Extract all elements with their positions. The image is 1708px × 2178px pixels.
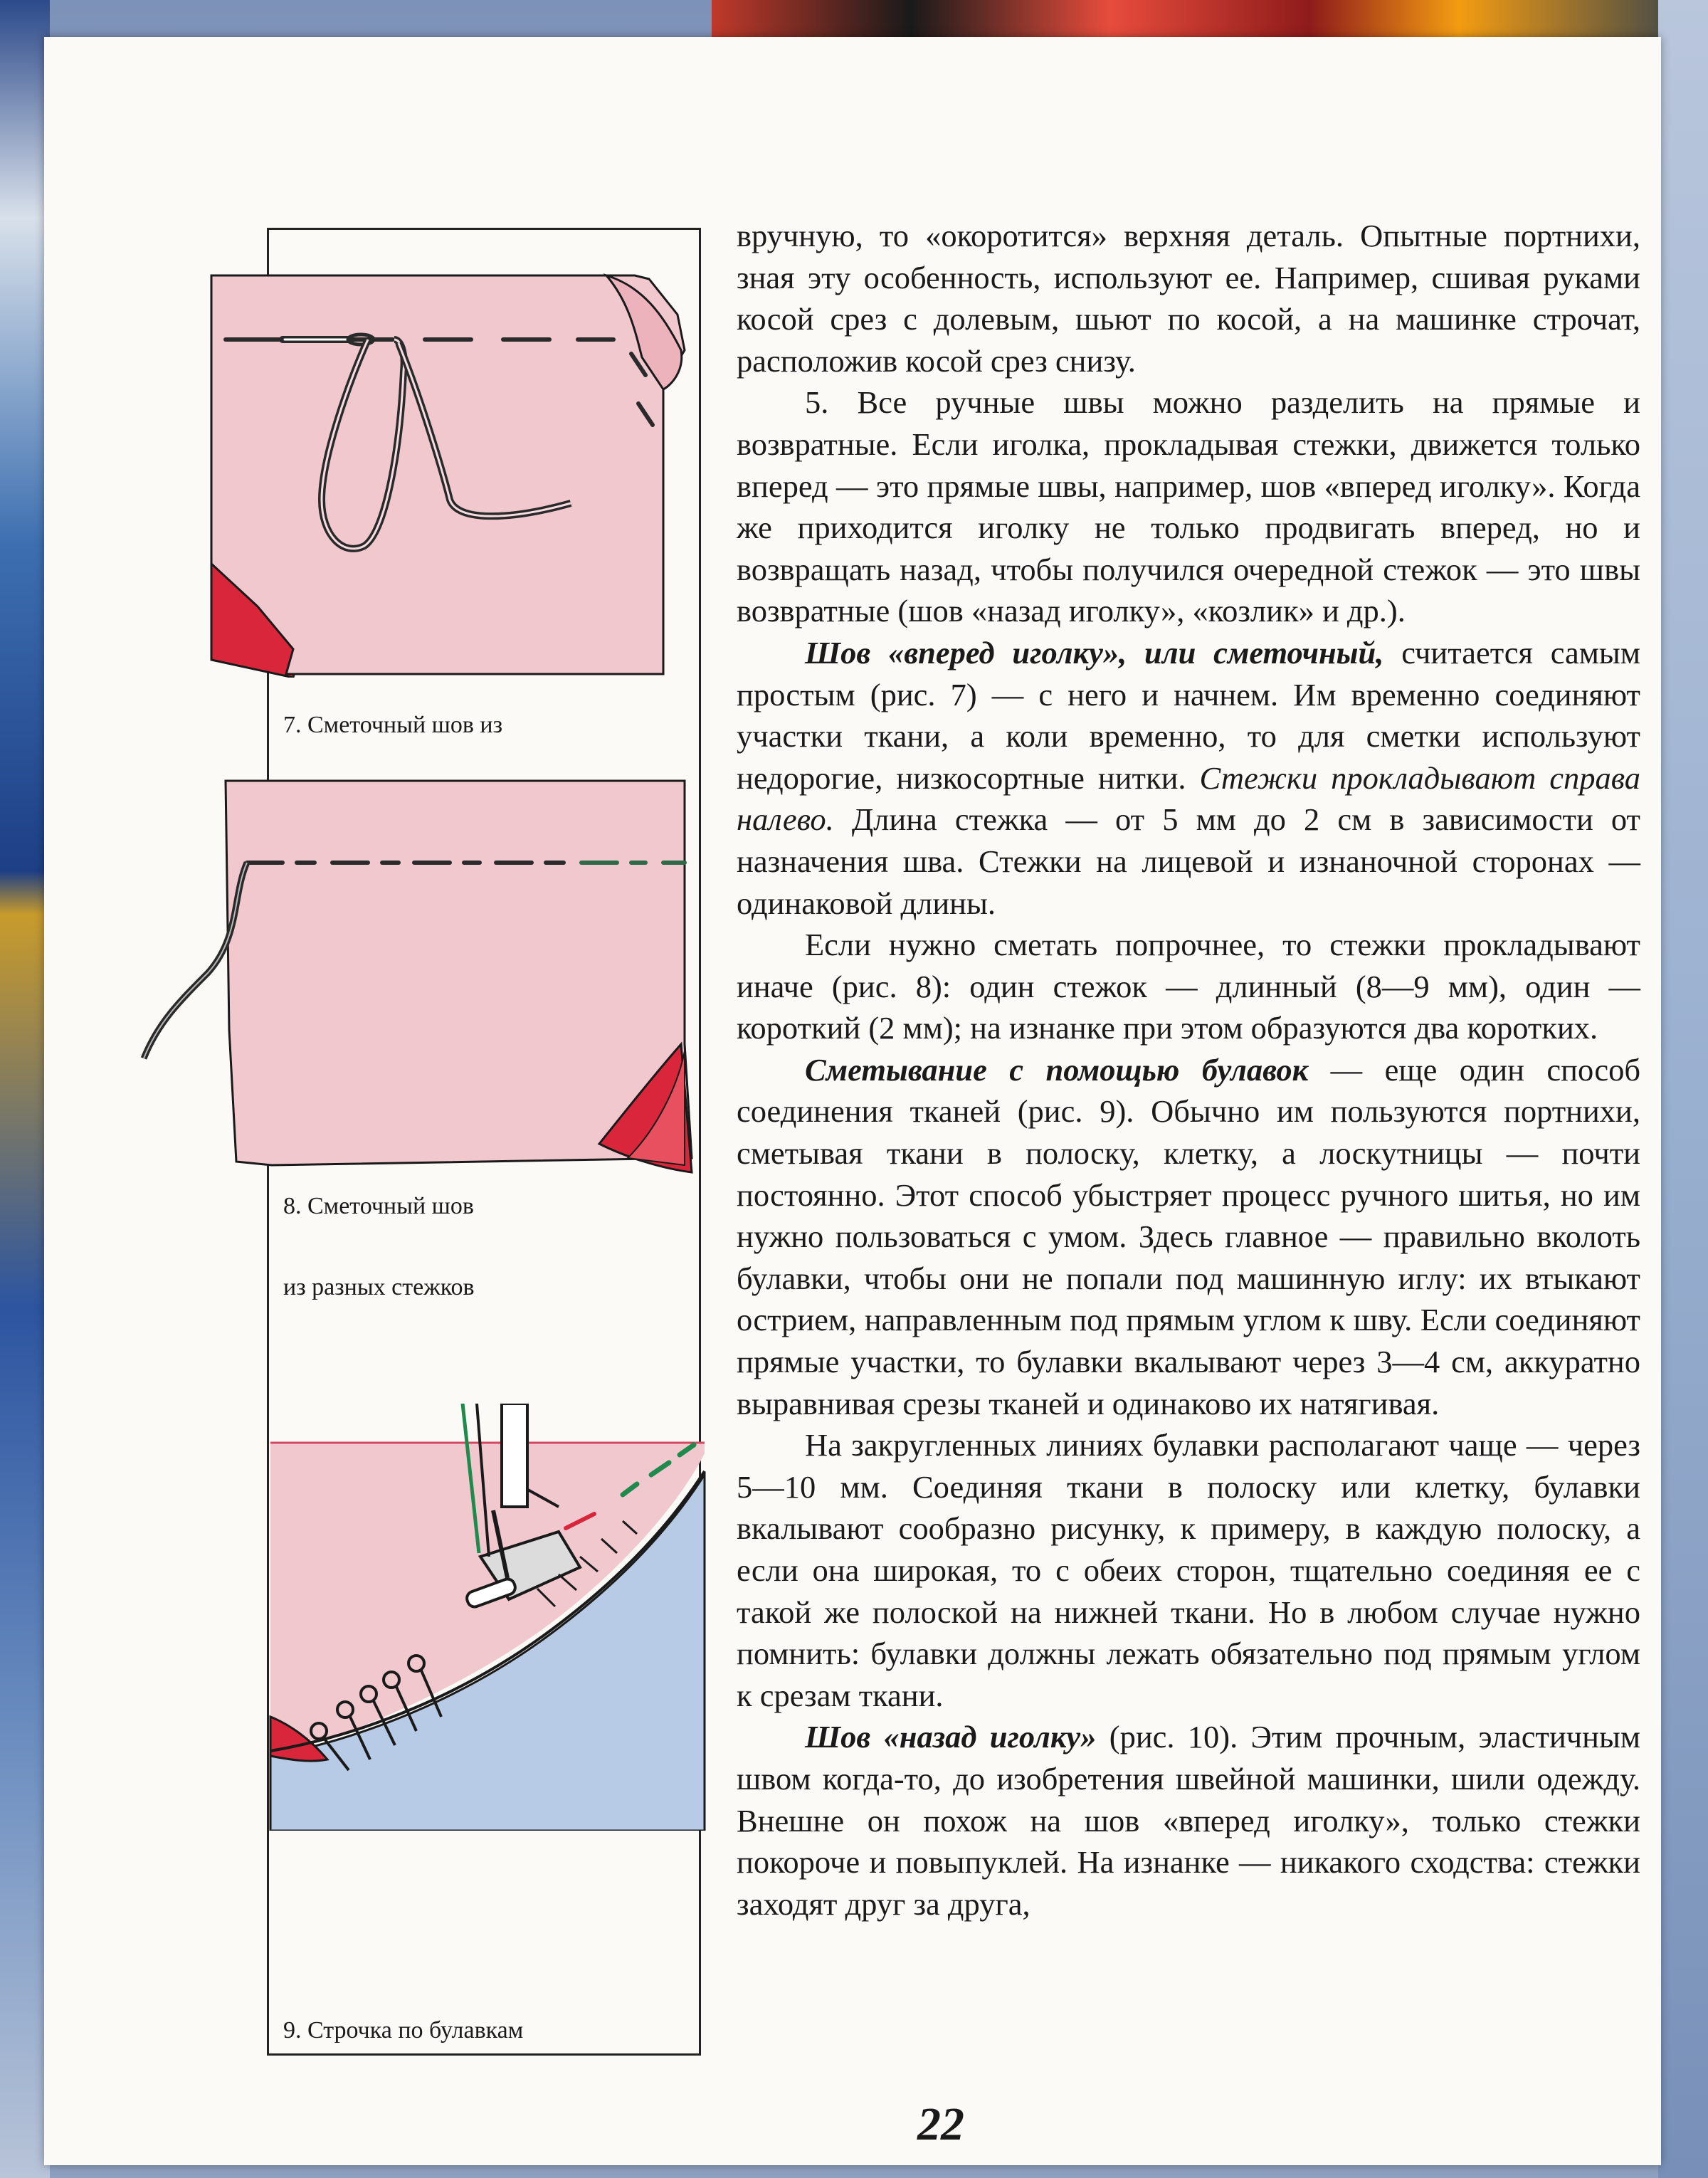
- term-running-stitch: Шов «вперед иголку», или сметочный,: [805, 634, 1384, 670]
- paragraph-2: 5. Все ручные швы можно разделить на прямые и возвратные. Если иголка, прокладывая стежки, движется только вперед — это прямые швы, например, шов «вперед иголку». Когда же приходится иголку не только продвигать вперед, но и возвращать назад, чтобы получился очередной стежок — это швы возвратные (шов «назад иголку», «козлик» и др.).: [737, 384, 1640, 629]
- figure-9-machine-stitch-over-pins: [224, 1404, 708, 1831]
- paragraph-4: Если нужно сметать попрочнее, то стежки прокладывают иначе (рис. 8): один стежок — длинный (8—9 мм), один — короткий (2 мм); на изнанке при этом образуются два коротких.: [737, 927, 1640, 1046]
- adjacent-page-edge-top: [712, 0, 1708, 43]
- fabric-top-layer: [226, 781, 692, 1165]
- paragraph-6: На закругленных линиях булавки располагают чаще — через 5—10 мм. Соединяя ткани в полоску или клетку, булавки вкалывают сообразно рисунку, к примеру, в каждую полоску, а если она широкая, то с обеих сторон, тщательно соединяя ее с такой же полоской на нижней ткани. Но в любом случае нужно помнить: булавки должны лежать обязательно под прямым углом к срезам ткани.: [737, 1427, 1640, 1713]
- term-backstitch: Шов «назад иголку»: [805, 1719, 1097, 1755]
- paragraph-1: вручную, то «окоротится» верхняя деталь. Опытные портнихи, зная эту особенность, используют ее. Например, сшивая руками косой срез с долевым, шьют по косой, а на машинке строчат, расположив косой срез снизу.: [737, 218, 1640, 379]
- book-page: [44, 37, 1661, 2165]
- paragraph-7: Шов «назад иголку» (рис. 10). Этим прочным, эластичным швом когда-то, до изобретения швейной машинки, шили одежду. Внешне он похож на шов «вперед иголку», только стежки покороче и повыпуклей. На изнанке — никакого сходства: стежки заходят друг за друга,: [737, 1719, 1641, 1922]
- term-pin-basting: Сметывание с помощью булавок: [805, 1051, 1309, 1088]
- body-text-column: [737, 215, 1640, 1925]
- paragraph-3: Шов «вперед иголку», или сметочный, считается самым простым (рис. 7) — с него и начнем. Им временно соединяют участки ткани, а коли временно, то для сметки используют недорогие, низкосортные нитки. Стежки прокладывают справа налево. Длина стежка — от 5 мм до 2 см в зависимости от назначения шва. Стежки на лицевой и изнаночной сторонах — одинаковой длины.: [737, 634, 1640, 921]
- adjacent-page-edge-right: [1658, 0, 1708, 2178]
- adjacent-page-edge-left: [0, 0, 50, 2178]
- figure-8-caption: 8. Сметочный шов из разных стежков: [283, 1193, 475, 1300]
- figure-7-caption: 7. Сметочный шов из: [283, 712, 503, 738]
- fabric-top-layer: [211, 275, 685, 674]
- figure-7-basting-stitch-even: [208, 272, 706, 678]
- figure-8-basting-stitch-varied: [115, 774, 699, 1187]
- page-number: 22: [917, 2098, 964, 2150]
- italic-note: Стежки прокладывают справа налево.: [737, 759, 1640, 838]
- paragraph-5: Сметывание с помощью булавок — еще один способ соединения тканей (рис. 9). Обычно им пользуются портнихи, сметывая ткани в полоску, клетку, а лоскутницы — почти постоянно. Этот способ убыстряет процесс ручного шитья, но им нужно пользоваться с умом. Здесь главное — правильно вколоть булавки, чтобы они не попали под машинную иглу: их втыкают острием, направленным под прямым углом к шву. Если соединяют прямые участки, то булавки вкалывают через 3—4 см, аккуратно выравнивая срезы тканей и одинаково их натягивая.: [737, 1051, 1640, 1421]
- figure-9-caption: 9. Строчка по булавкам: [283, 2017, 524, 2043]
